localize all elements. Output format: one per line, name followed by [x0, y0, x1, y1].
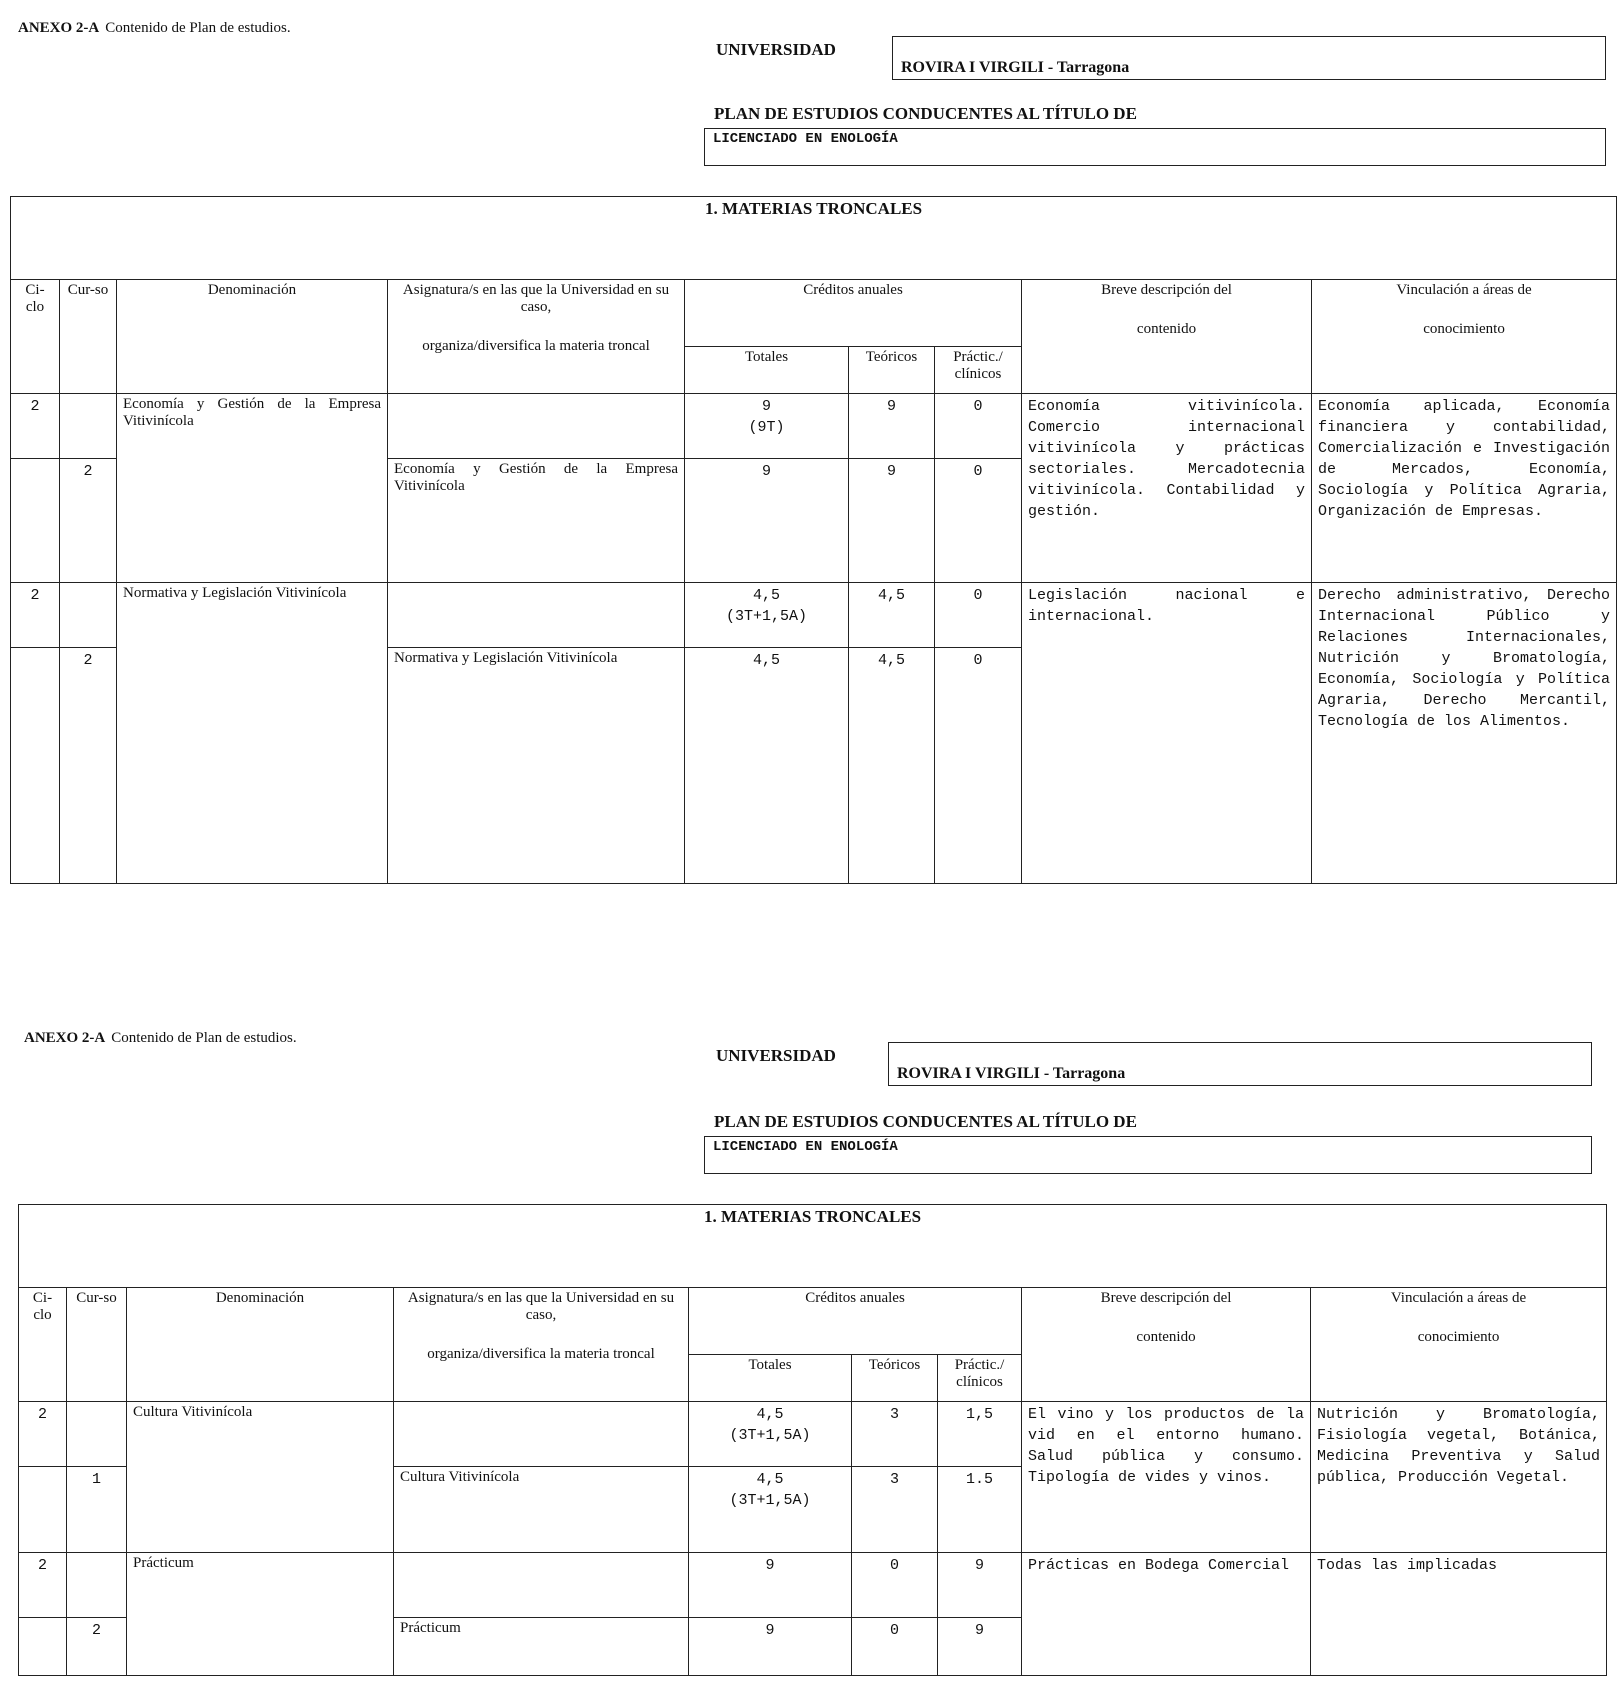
header-vinculacion: [1311, 1288, 1607, 1402]
totales-cell: 9: [689, 1553, 852, 1618]
materias-table: [18, 1204, 1607, 1676]
table-title: 1. MATERIAS TRONCALES: [19, 1205, 1607, 1288]
ciclo-empty: [11, 648, 60, 884]
teoricos-cell: 3: [852, 1402, 938, 1467]
denominacion-cell: Prácticum: [127, 1553, 394, 1676]
asignatura-empty: [388, 394, 685, 459]
totales-cell: [685, 394, 849, 459]
curso-empty: [60, 583, 117, 648]
materias-table: [10, 196, 1617, 884]
annex-code: ANEXO 2-A: [24, 1030, 106, 1046]
header-practicos: Práctic./ clínicos: [938, 1355, 1022, 1402]
header-totales: Totales: [685, 347, 849, 394]
header-curso: Cur-so: [60, 280, 117, 394]
header-ciclo: Ci-clo: [19, 1288, 67, 1402]
totales-detail: (3T+1,5A): [725, 608, 807, 625]
header-asignatura-top: Asignatura/s en las que la Universidad en su caso,: [407, 1290, 675, 1323]
practicos-cell: 0: [935, 459, 1022, 583]
header-denominacion: Denominación: [127, 1288, 394, 1402]
curso-empty: [67, 1402, 127, 1467]
plan-value: LICENCIADO EN ENOLOGÍA: [713, 131, 898, 147]
header-vinculacion-bottom: conocimiento: [1423, 321, 1505, 337]
university-label: UNIVERSIDAD: [716, 1046, 836, 1065]
ciclo-empty: [11, 459, 60, 583]
header-creditos: Créditos anuales: [685, 280, 1022, 347]
practicos-cell: 1,5: [938, 1402, 1022, 1467]
descripcion-cell: Economía vitivinícola. Comercio internacional vitivinícola y prácticas sectoriales. Mercadotecnia vitivinícola. Contabilidad y gestión.: [1022, 394, 1312, 583]
curso-cell: 2: [60, 459, 117, 583]
header-teoricos: Teóricos: [849, 347, 935, 394]
practicos-cell: 0: [935, 394, 1022, 459]
vinculacion-cell: Todas las implicadas: [1311, 1553, 1607, 1676]
annex-heading: [18, 20, 291, 37]
header-vinculacion-top: Vinculación a áreas de: [1396, 282, 1532, 298]
practicos-cell: 0: [935, 648, 1022, 884]
university-box: [888, 1042, 1592, 1086]
table-row: [19, 1553, 1607, 1618]
header-denominacion: Denominación: [117, 280, 388, 394]
teoricos-cell: 0: [852, 1618, 938, 1676]
teoricos-cell: 4,5: [849, 583, 935, 648]
header-practicos: Práctic./ clínicos: [935, 347, 1022, 394]
denominacion-cell: Economía y Gestión de la Empresa Vitivinícola: [117, 394, 388, 583]
header-asignatura: [394, 1288, 689, 1402]
asignatura-cell: Cultura Vitivinícola: [394, 1467, 689, 1553]
header-descripcion-top: Breve descripción del: [1100, 1290, 1232, 1306]
header-descripcion-bottom: contenido: [1136, 1329, 1196, 1345]
totales-cell: [689, 1402, 852, 1467]
asignatura-empty: [388, 583, 685, 648]
header-descripcion-bottom: contenido: [1136, 321, 1197, 337]
practicos-cell: 1.5: [938, 1467, 1022, 1553]
plan-label: PLAN DE ESTUDIOS CONDUCENTES AL TÍTULO DE: [714, 104, 1137, 123]
vinculacion-cell: Nutrición y Bromatología, Fisiología vegetal, Botánica, Medicina Preventiva y Salud pública, Producción Vegetal.: [1311, 1402, 1607, 1553]
university-value: ROVIRA I VIRGILI - Tarragona: [901, 59, 1130, 76]
vinculacion-cell: Derecho administrativo, Derecho Internacional Público y Relaciones Internacionales, Nutrición y Bromatología, Economía, Sociología y Política Agraria, Derecho Mercantil, Tecnología de los Alimentos.: [1312, 583, 1617, 884]
header-descripcion: [1022, 1288, 1311, 1402]
totales-value: 4,5: [752, 587, 780, 604]
table-row: [11, 394, 1617, 459]
curso-cell: 2: [67, 1618, 127, 1676]
header-vinculacion: [1312, 280, 1617, 394]
practicos-cell: 9: [938, 1553, 1022, 1618]
descripcion-cell: El vino y los productos de la vid en el entorno humano. Salud pública y consumo. Tipología de vides y vinos.: [1022, 1402, 1311, 1553]
teoricos-cell: 9: [849, 459, 935, 583]
totales-cell: 9: [689, 1618, 852, 1676]
header-descripcion: [1022, 280, 1312, 394]
curso-cell: 1: [67, 1467, 127, 1553]
totales-cell: 9: [685, 459, 849, 583]
table-title: 1. MATERIAS TRONCALES: [11, 197, 1617, 280]
totales-value: 4,5: [756, 1406, 784, 1423]
teoricos-cell: 3: [852, 1467, 938, 1553]
annex-code: ANEXO 2-A: [18, 20, 100, 36]
asignatura-cell: Prácticum: [394, 1618, 689, 1676]
ciclo-empty: [19, 1618, 67, 1676]
plan-value: LICENCIADO EN ENOLOGÍA: [713, 1139, 898, 1155]
header-vinculacion-bottom: conocimiento: [1417, 1329, 1500, 1345]
totales-cell: [685, 583, 849, 648]
curso-empty: [60, 394, 117, 459]
table-row: [11, 583, 1617, 648]
curso-cell: 2: [60, 648, 117, 884]
teoricos-cell: 4,5: [849, 648, 935, 884]
university-label: UNIVERSIDAD: [716, 40, 836, 59]
header-asignatura-bottom: organiza/diversifica la materia troncal: [422, 338, 650, 354]
header-ciclo: Ci-clo: [11, 280, 60, 394]
totales-detail: (9T): [748, 419, 785, 436]
annex-text: Contenido de Plan de estudios.: [105, 20, 291, 36]
asignatura-cell: Economía y Gestión de la Empresa Vitivinícola: [388, 459, 685, 583]
annex-heading: [24, 1030, 297, 1047]
totales-value: 4,5: [756, 1471, 784, 1488]
header-asignatura-bottom: organiza/diversifica la materia troncal: [427, 1346, 655, 1362]
ciclo-cell: 2: [19, 1553, 67, 1618]
vinculacion-cell: Economía aplicada, Economía financiera y contabilidad, Comercialización e Investigación de Mercados, Economía, Sociología y Política Agraria, Organización de Empresas.: [1312, 394, 1617, 583]
table-row: [19, 1402, 1607, 1467]
descripcion-cell: Prácticas en Bodega Comercial: [1022, 1553, 1311, 1676]
university-value: ROVIRA I VIRGILI - Tarragona: [897, 1065, 1126, 1082]
header-totales: Totales: [689, 1355, 852, 1402]
totales-detail: (3T+1,5A): [729, 1427, 811, 1444]
header-curso: Cur-so: [67, 1288, 127, 1402]
plan-label: PLAN DE ESTUDIOS CONDUCENTES AL TÍTULO DE: [714, 1112, 1137, 1131]
header-descripcion-top: Breve descripción del: [1101, 282, 1232, 298]
ciclo-cell: 2: [11, 394, 60, 459]
denominacion-cell: Cultura Vitivinícola: [127, 1402, 394, 1553]
header-vinculacion-top: Vinculación a áreas de: [1390, 1290, 1527, 1306]
asignatura-empty: [394, 1402, 689, 1467]
totales-detail: (3T+1,5A): [729, 1492, 811, 1509]
asignatura-cell: Normativa y Legislación Vitivinícola: [388, 648, 685, 884]
denominacion-cell: Normativa y Legislación Vitivinícola: [117, 583, 388, 884]
ciclo-empty: [19, 1467, 67, 1553]
ciclo-cell: 2: [11, 583, 60, 648]
header-creditos: Créditos anuales: [689, 1288, 1022, 1355]
ciclo-cell: 2: [19, 1402, 67, 1467]
teoricos-cell: 9: [849, 394, 935, 459]
header-asignatura: [388, 280, 685, 394]
curso-empty: [67, 1553, 127, 1618]
asignatura-empty: [394, 1553, 689, 1618]
annex-text: Contenido de Plan de estudios.: [111, 1030, 297, 1046]
teoricos-cell: 0: [852, 1553, 938, 1618]
practicos-cell: 9: [938, 1618, 1022, 1676]
header-asignatura-top: Asignatura/s en las que la Universidad en su caso,: [402, 282, 670, 315]
header-teoricos: Teóricos: [852, 1355, 938, 1402]
university-box: [892, 36, 1606, 80]
plan-box: [704, 1136, 1592, 1174]
totales-cell: 4,5: [685, 648, 849, 884]
totales-cell: [689, 1467, 852, 1553]
practicos-cell: 0: [935, 583, 1022, 648]
descripcion-cell: Legislación nacional e internacional.: [1022, 583, 1312, 884]
plan-box: [704, 128, 1606, 166]
totales-value: 9: [761, 398, 771, 415]
